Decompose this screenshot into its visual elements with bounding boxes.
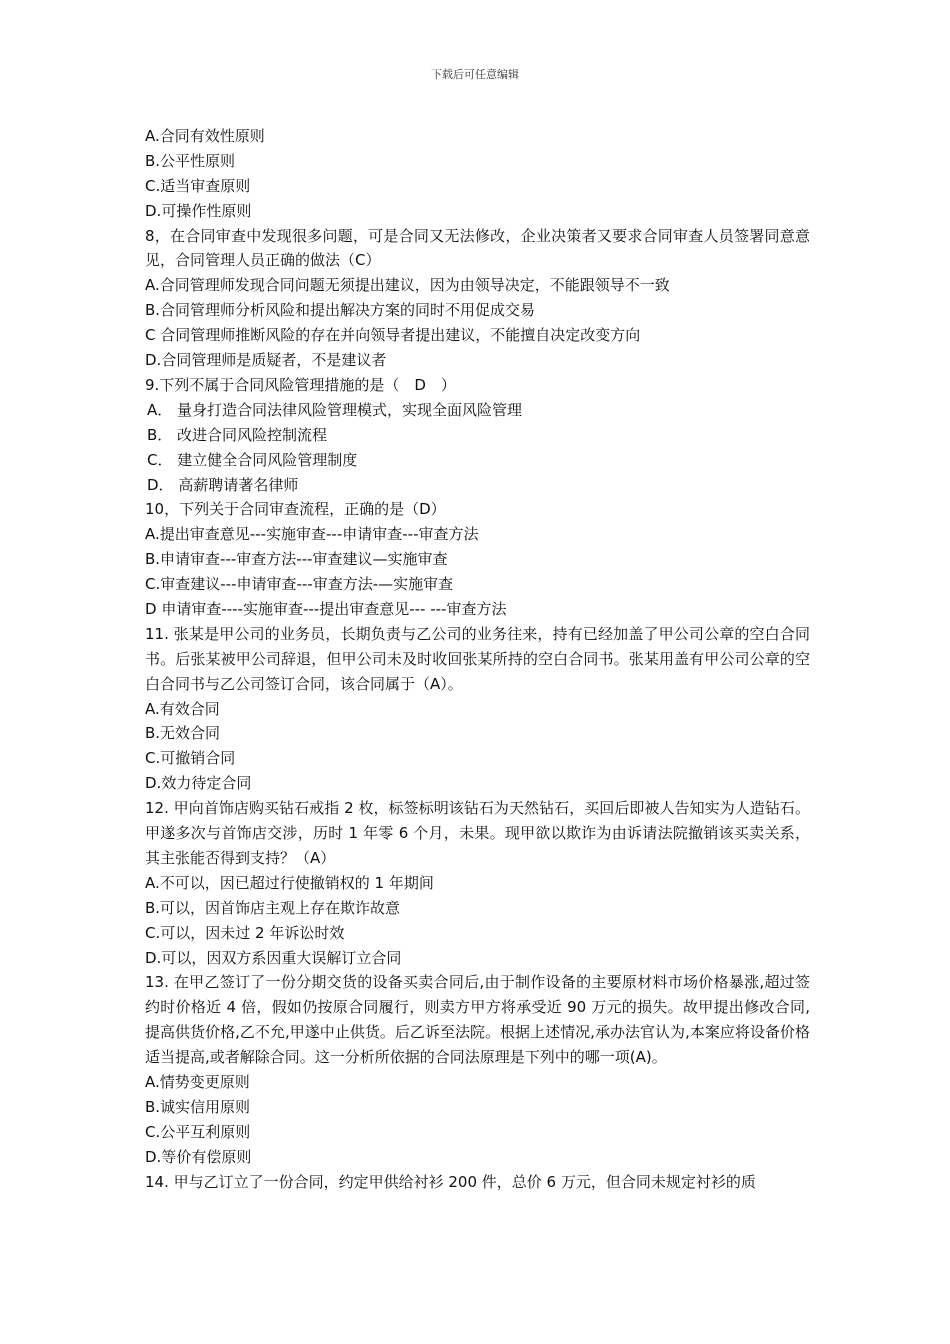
option-line: A.情势变更原则 (145, 1073, 250, 1092)
question-8: 8，在合同审查中发现很多问题，可是合同又无法修改，企业决策者又要求合同审查人员签署同意意见，合同管理人员正确的做法（C） (145, 226, 810, 270)
option-line: C.适当审查原则 (145, 176, 251, 195)
question-9: 9.下列不属于合同风险管理措施的是（ D ） (145, 375, 456, 394)
question-10: 10，下列关于合同审查流程，正确的是（D） (145, 500, 446, 519)
option-line: D.等价有偿原则 (145, 1147, 252, 1166)
option-line: C 合同管理师推断风险的存在并向领导者提出建议，不能擅自决定改变方向 (145, 326, 641, 345)
option-line: C.可以，因未过 2 年诉讼时效 (145, 923, 345, 942)
option-line: C． 建立健全合同风险管理制度 (147, 450, 358, 469)
option-line: B.申请审查---审查方法---审查建议—实施审查 (145, 550, 448, 569)
question-12: 12. 甲向首饰店购买钻石戒指 2 枚，标签标明该钻石为天然钻石，买回后即被人告知实为人造钻石。甲遂多次与首饰店交涉，历时 1 年零 6 个月，未果。现甲欲以欺诈为由诉请法院撤销该买卖关系，其主张能否得到支持？（A） (145, 799, 810, 867)
option-line: A.合同管理师发现合同问题无须提出建议，因为由领导决定，不能跟领导不一致 (145, 276, 670, 295)
option-line: B.合同管理师分析风险和提出解决方案的同时不用促成交易 (145, 301, 536, 320)
option-line: A.合同有效性原则 (145, 127, 265, 145)
option-line: D.可以，因双方系因重大误解订立合同 (145, 948, 402, 967)
page-header: 下载后可任意编辑 (431, 68, 519, 81)
document-body (145, 124, 810, 1194)
option-line: B.公平性原则 (145, 151, 236, 170)
option-line: B． 改进合同风险控制流程 (147, 425, 328, 444)
option-line: B.诚实信用原则 (145, 1097, 251, 1116)
option-line: C.审查建议---申请审查---审查方法-—实施审查 (145, 575, 454, 594)
option-line: A.有效合同 (145, 699, 220, 718)
option-line: D． 高薪聘请著名律师 (147, 475, 299, 494)
question-13: 13. 在甲乙签订了一份分期交货的设备买卖合同后,由于制作设备的主要原材料市场价格暴涨,超过签约时价格近 4 倍，假如仍按原合同履行，则卖方甲方将承受近 90 万元的损失。故甲提出修改合同,提高供货价格,乙不允,甲遂中止供货。后乙诉至法院。根据上述情况,承办法官认为,本案应将设备价格适当提高,或者解除合同。这一分析所依据的合同法原理是下列中的哪一项(A)。 (145, 973, 810, 1067)
option-line: A.提出审查意见---实施审查---申请审查---审查方法 (145, 525, 479, 544)
question-11: 11. 张某是甲公司的业务员，长期负责与乙公司的业务往来，持有已经加盖了甲公司公章的空白合同书。后张某被甲公司辞退，但甲公司未及时收回张某所持的空白合同书。张某用盖有甲公司公章的空白合同书与乙公司签订合同，该合同属于（A）。 (145, 624, 810, 693)
option-line: C.公平互利原则 (145, 1122, 251, 1141)
option-line: A． 量身打造合同法律风险管理模式，实现全面风险管理 (147, 400, 523, 419)
option-line: D.可操作性原则 (145, 201, 252, 220)
option-line: B.可以，因首饰店主观上存在欺诈故意 (145, 898, 401, 917)
option-line: D.效力待定合同 (145, 774, 252, 793)
option-line: C.可撤销合同 (145, 749, 236, 768)
option-line: D 申请审查----实施审查---提出审查意见--- ---审查方法 (145, 599, 507, 618)
question-14: 14. 甲与乙订立了一份合同，约定甲供给衬衫 200 件，总价 6 万元，但合同未规定衬衫的质 (145, 1172, 756, 1191)
option-line: B.无效合同 (145, 724, 221, 743)
option-line: D.合同管理师是质疑者，不是建议者 (145, 351, 387, 370)
option-line: A.不可以，因已超过行使撤销权的 1 年期间 (145, 873, 434, 892)
